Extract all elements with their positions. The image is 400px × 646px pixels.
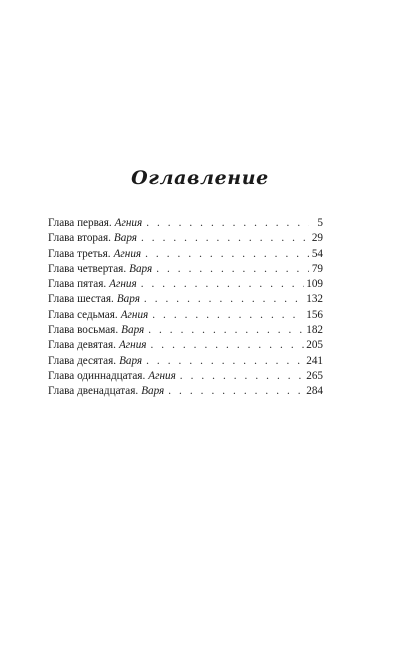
toc-entry[interactable] [48, 277, 323, 292]
toc-dot-leader [152, 308, 304, 323]
toc-page-number: 205 [306, 339, 323, 352]
toc-narrator-name: Варя [121, 324, 145, 337]
toc-entry[interactable] [48, 369, 323, 384]
toc-dot-leader [151, 338, 305, 353]
toc-dot-leader [180, 369, 304, 384]
toc-chapter-label: Глава третья. [48, 247, 111, 260]
toc-narrator-name: Агния [113, 247, 142, 260]
toc-page-number: 79 [311, 262, 323, 275]
toc-chapter-label: Глава первая. [48, 217, 112, 229]
toc-entry[interactable] [48, 262, 323, 277]
toc-narrator-name: Агния [120, 308, 149, 321]
toc-page-number: 54 [311, 247, 323, 260]
toc-entry[interactable] [48, 323, 323, 338]
toc-dot-leader [141, 277, 305, 292]
toc-entry[interactable] [48, 216, 323, 231]
toc-dot-leader [146, 354, 304, 369]
toc-entry[interactable] [48, 231, 323, 246]
toc-narrator-name: Варя [116, 293, 140, 306]
toc-narrator-name: Варя [113, 232, 137, 245]
toc-narrator-name: Варя [129, 262, 153, 275]
toc-narrator-name: Агния [148, 369, 176, 382]
toc-dot-leader [144, 292, 304, 307]
toc-page-number: 284 [306, 385, 323, 398]
toc-narrator-name: Агния [118, 339, 147, 352]
toc-chapter-label: Глава седьмая. [48, 308, 118, 321]
toc-entry[interactable] [48, 247, 323, 262]
table-of-contents [48, 216, 323, 400]
toc-narrator-name: Агния [114, 217, 143, 229]
toc-page-number: 29 [311, 232, 323, 245]
toc-dot-leader [156, 262, 309, 277]
toc-chapter-label: Глава девятая. [48, 339, 116, 352]
toc-chapter-label: Глава десятая. [48, 354, 117, 367]
toc-dot-leader [141, 231, 309, 246]
toc-chapter-label: Глава двенадцатая. [48, 385, 139, 398]
toc-entry[interactable] [48, 308, 323, 323]
toc-page-number: 132 [306, 293, 323, 306]
toc-entry[interactable] [48, 354, 323, 369]
toc-chapter-label: Глава вторая. [48, 232, 111, 245]
toc-page-number: 5 [317, 217, 323, 229]
toc-chapter-label: Глава восьмая. [48, 324, 119, 337]
toc-entry[interactable] [48, 338, 323, 353]
toc-entry[interactable] [48, 292, 323, 307]
toc-narrator-name: Варя [141, 385, 165, 398]
toc-dot-leader [148, 323, 304, 338]
toc-chapter-label: Глава пятая. [48, 278, 107, 291]
toc-page-number: 182 [306, 324, 323, 337]
toc-chapter-label: Глава четвертая. [48, 262, 127, 275]
page-title: Оглавление [131, 166, 269, 189]
toc-dot-leader [145, 247, 309, 262]
toc-narrator-name: Агния [109, 278, 137, 291]
toc-chapter-label: Глава одиннадцатая. [48, 369, 146, 382]
toc-page-number: 241 [306, 354, 323, 367]
toc-page-number: 265 [306, 369, 323, 382]
toc-chapter-label: Глава шестая. [48, 293, 114, 306]
toc-page-number: 109 [306, 278, 323, 291]
toc-page-number: 156 [306, 308, 323, 321]
toc-dot-leader [168, 384, 304, 399]
toc-dot-leader [146, 216, 309, 231]
toc-narrator-name: Варя [119, 354, 143, 367]
toc-entry[interactable] [48, 384, 323, 399]
